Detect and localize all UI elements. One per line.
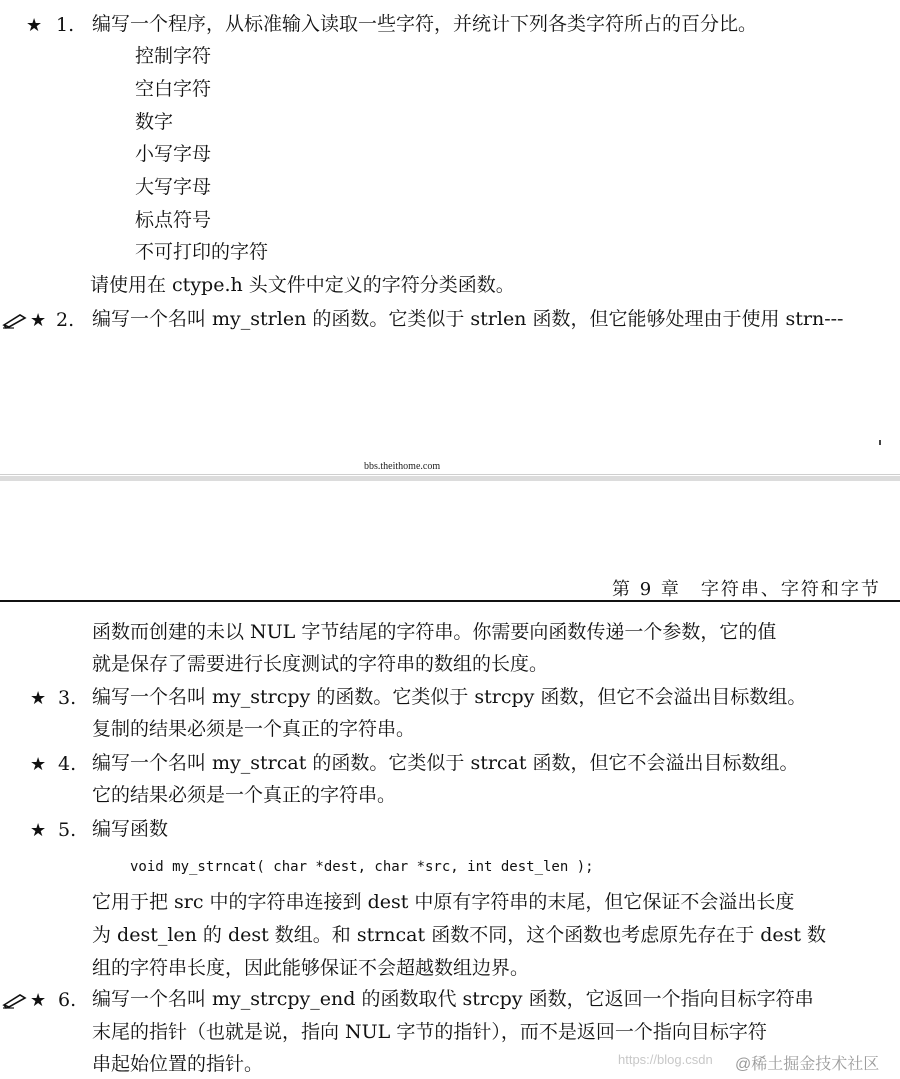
question-text: 它的结果必须是一个真正的字符串。: [92, 784, 397, 806]
question-text: 末尾的指针（也就是说，指向 NUL 字节的指针），而不是返回一个指向目标字符: [92, 1021, 767, 1043]
star-icon: ★: [30, 688, 47, 709]
list-item: 空白字符: [135, 78, 212, 100]
question-text: 复制的结果必须是一个真正的字符串。: [92, 718, 416, 740]
code-signature: void my_strncat( char *dest, char *src, int dest_len );: [130, 859, 594, 875]
page-divider: [0, 474, 900, 475]
pencil-icon: [2, 311, 28, 329]
question-note: 请使用在 ctype.h 头文件中定义的字符分类函数。: [90, 274, 515, 296]
star-icon: ★: [30, 754, 47, 775]
list-item: 不可打印的字符: [135, 241, 269, 263]
star-icon: ★: [30, 820, 47, 841]
list-item: 数字: [135, 111, 174, 133]
chapter-header: 第 9 章 字符串、字符和字节: [612, 579, 881, 600]
question-text: 编写一个名叫 my_strcpy_end 的函数取代 strcpy 函数，它返回一个指向目标字符串: [92, 988, 814, 1010]
question-text: 编写一个名叫 my_strcpy 的函数。它类似于 strcpy 函数，但它不会溢出目标数组。: [92, 686, 807, 708]
question-text: 编写一个名叫 my_strlen 的函数。它类似于 strlen 函数，但它能够处理由于使用 strn---: [92, 308, 844, 330]
question-number: 6.: [58, 989, 77, 1011]
paragraph-line: 它用于把 src 中的字符串连接到 dest 中原有字符串的末尾，但它保证不会溢出长度: [92, 891, 795, 913]
pencil-icon: [2, 991, 28, 1009]
paragraph-line: 组的字符串长度，因此能够保证不会超越数组边界。: [92, 957, 530, 979]
list-item: 标点符号: [135, 209, 212, 231]
star-icon: ★: [30, 310, 47, 331]
watermark-csdn: https://blog.csdn: [618, 1052, 713, 1067]
scan-mark: [879, 440, 881, 445]
question-text: 编写一个程序，从标准输入读取一些字符，并统计下列各类字符所占的百分比。: [92, 13, 758, 35]
watermark-juejin: @稀土掘金技术社区: [735, 1056, 880, 1073]
star-icon: ★: [30, 990, 47, 1011]
paragraph-line: 就是保存了需要进行长度测试的字符串的数组的长度。: [92, 653, 549, 675]
question-text: 编写一个名叫 my_strcat 的函数。它类似于 strcat 函数，但它不会溢出目标数组。: [92, 752, 799, 774]
paragraph-line: 函数而创建的未以 NUL 字节结尾的字符串。你需要向函数传递一个参数，它的值: [92, 621, 777, 643]
list-item: 小写字母: [135, 143, 212, 165]
question-number: 2.: [56, 309, 75, 331]
question-number: 5.: [58, 819, 77, 841]
header-rule: [0, 600, 900, 602]
question-text: 编写函数: [92, 818, 169, 840]
question-number: 1.: [56, 14, 75, 36]
question-number: 3.: [58, 687, 77, 709]
list-item: 大写字母: [135, 176, 212, 198]
paragraph-line: 为 dest_len 的 dest 数组。和 strncat 函数不同，这个函数也考虑原先存在于 dest 数: [92, 924, 827, 946]
footer-url: bbs.theithome.com: [364, 461, 441, 472]
question-text: 串起始位置的指针。: [92, 1053, 264, 1075]
star-icon: ★: [26, 15, 43, 36]
question-number: 4.: [58, 753, 77, 775]
list-item: 控制字符: [135, 45, 212, 67]
page-gap-band: [0, 476, 900, 481]
